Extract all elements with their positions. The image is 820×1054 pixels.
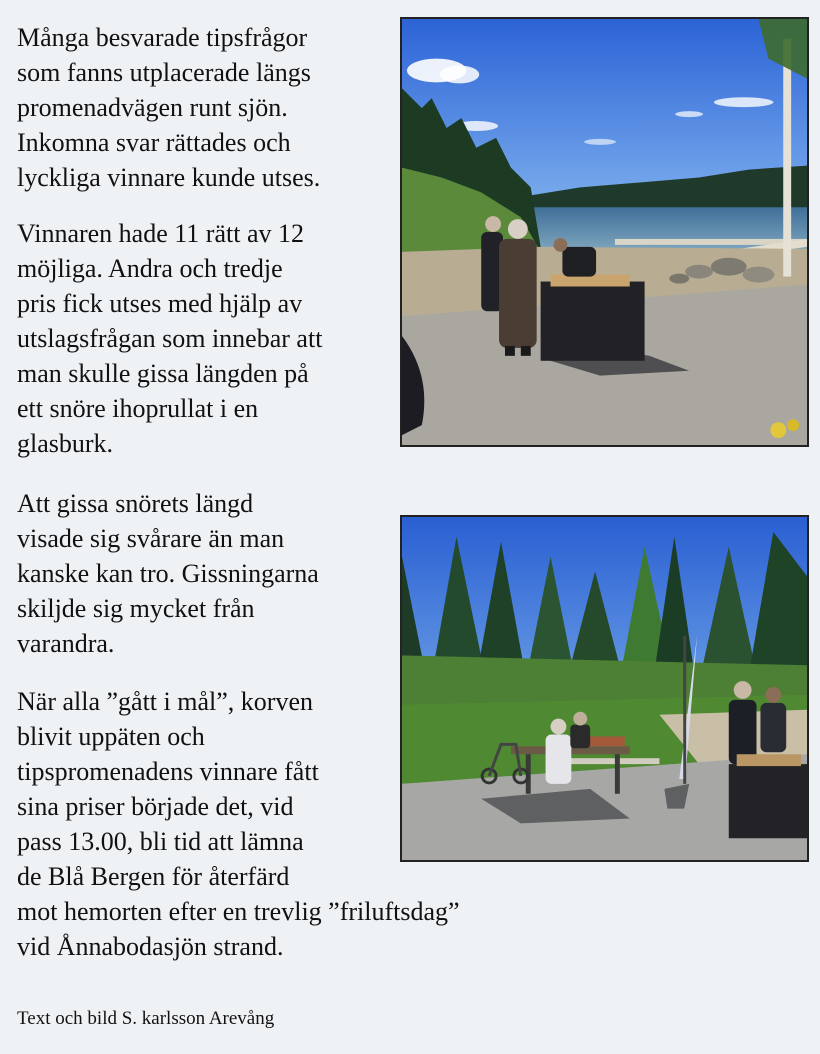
picnic-photo (400, 515, 809, 862)
paragraph-winner: Vinnaren hade 11 rätt av 12 möjliga. Andra och tredje pris fick utses med hjälp av utslagsfrågan som innebar att man skulle gissa längden på ett snöre ihoprullat i en glasburk. (17, 219, 323, 458)
paragraph-quiz: Många besvarade tipsfrågor som fanns utplacerade längs promenadvägen runt sjön. Inkomna svar rättades och lyckliga vinnare kunde utses. (17, 23, 321, 192)
lake-photo-image (402, 19, 807, 445)
photo-credit: Text och bild S. karlsson Arevång (17, 1008, 275, 1029)
paragraph-ending: När alla ”gått i mål”, korven blivit uppäten och tipspromenadens vinnare fått sina priser började det, vid pass 13.00, bli tid att lämna de Blå Bergen för återfärd mot hemorten efter en trevlig ”friluftsdag” vid Ånnabodasjön strand. (17, 687, 460, 961)
picnic-photo-image (402, 517, 807, 860)
paragraph-guessing: Att gissa snörets längd visade sig svårare än man kanske kan tro. Gissningarna skiljde sig mycket från varandra. (17, 489, 319, 658)
lake-photo (400, 17, 809, 447)
